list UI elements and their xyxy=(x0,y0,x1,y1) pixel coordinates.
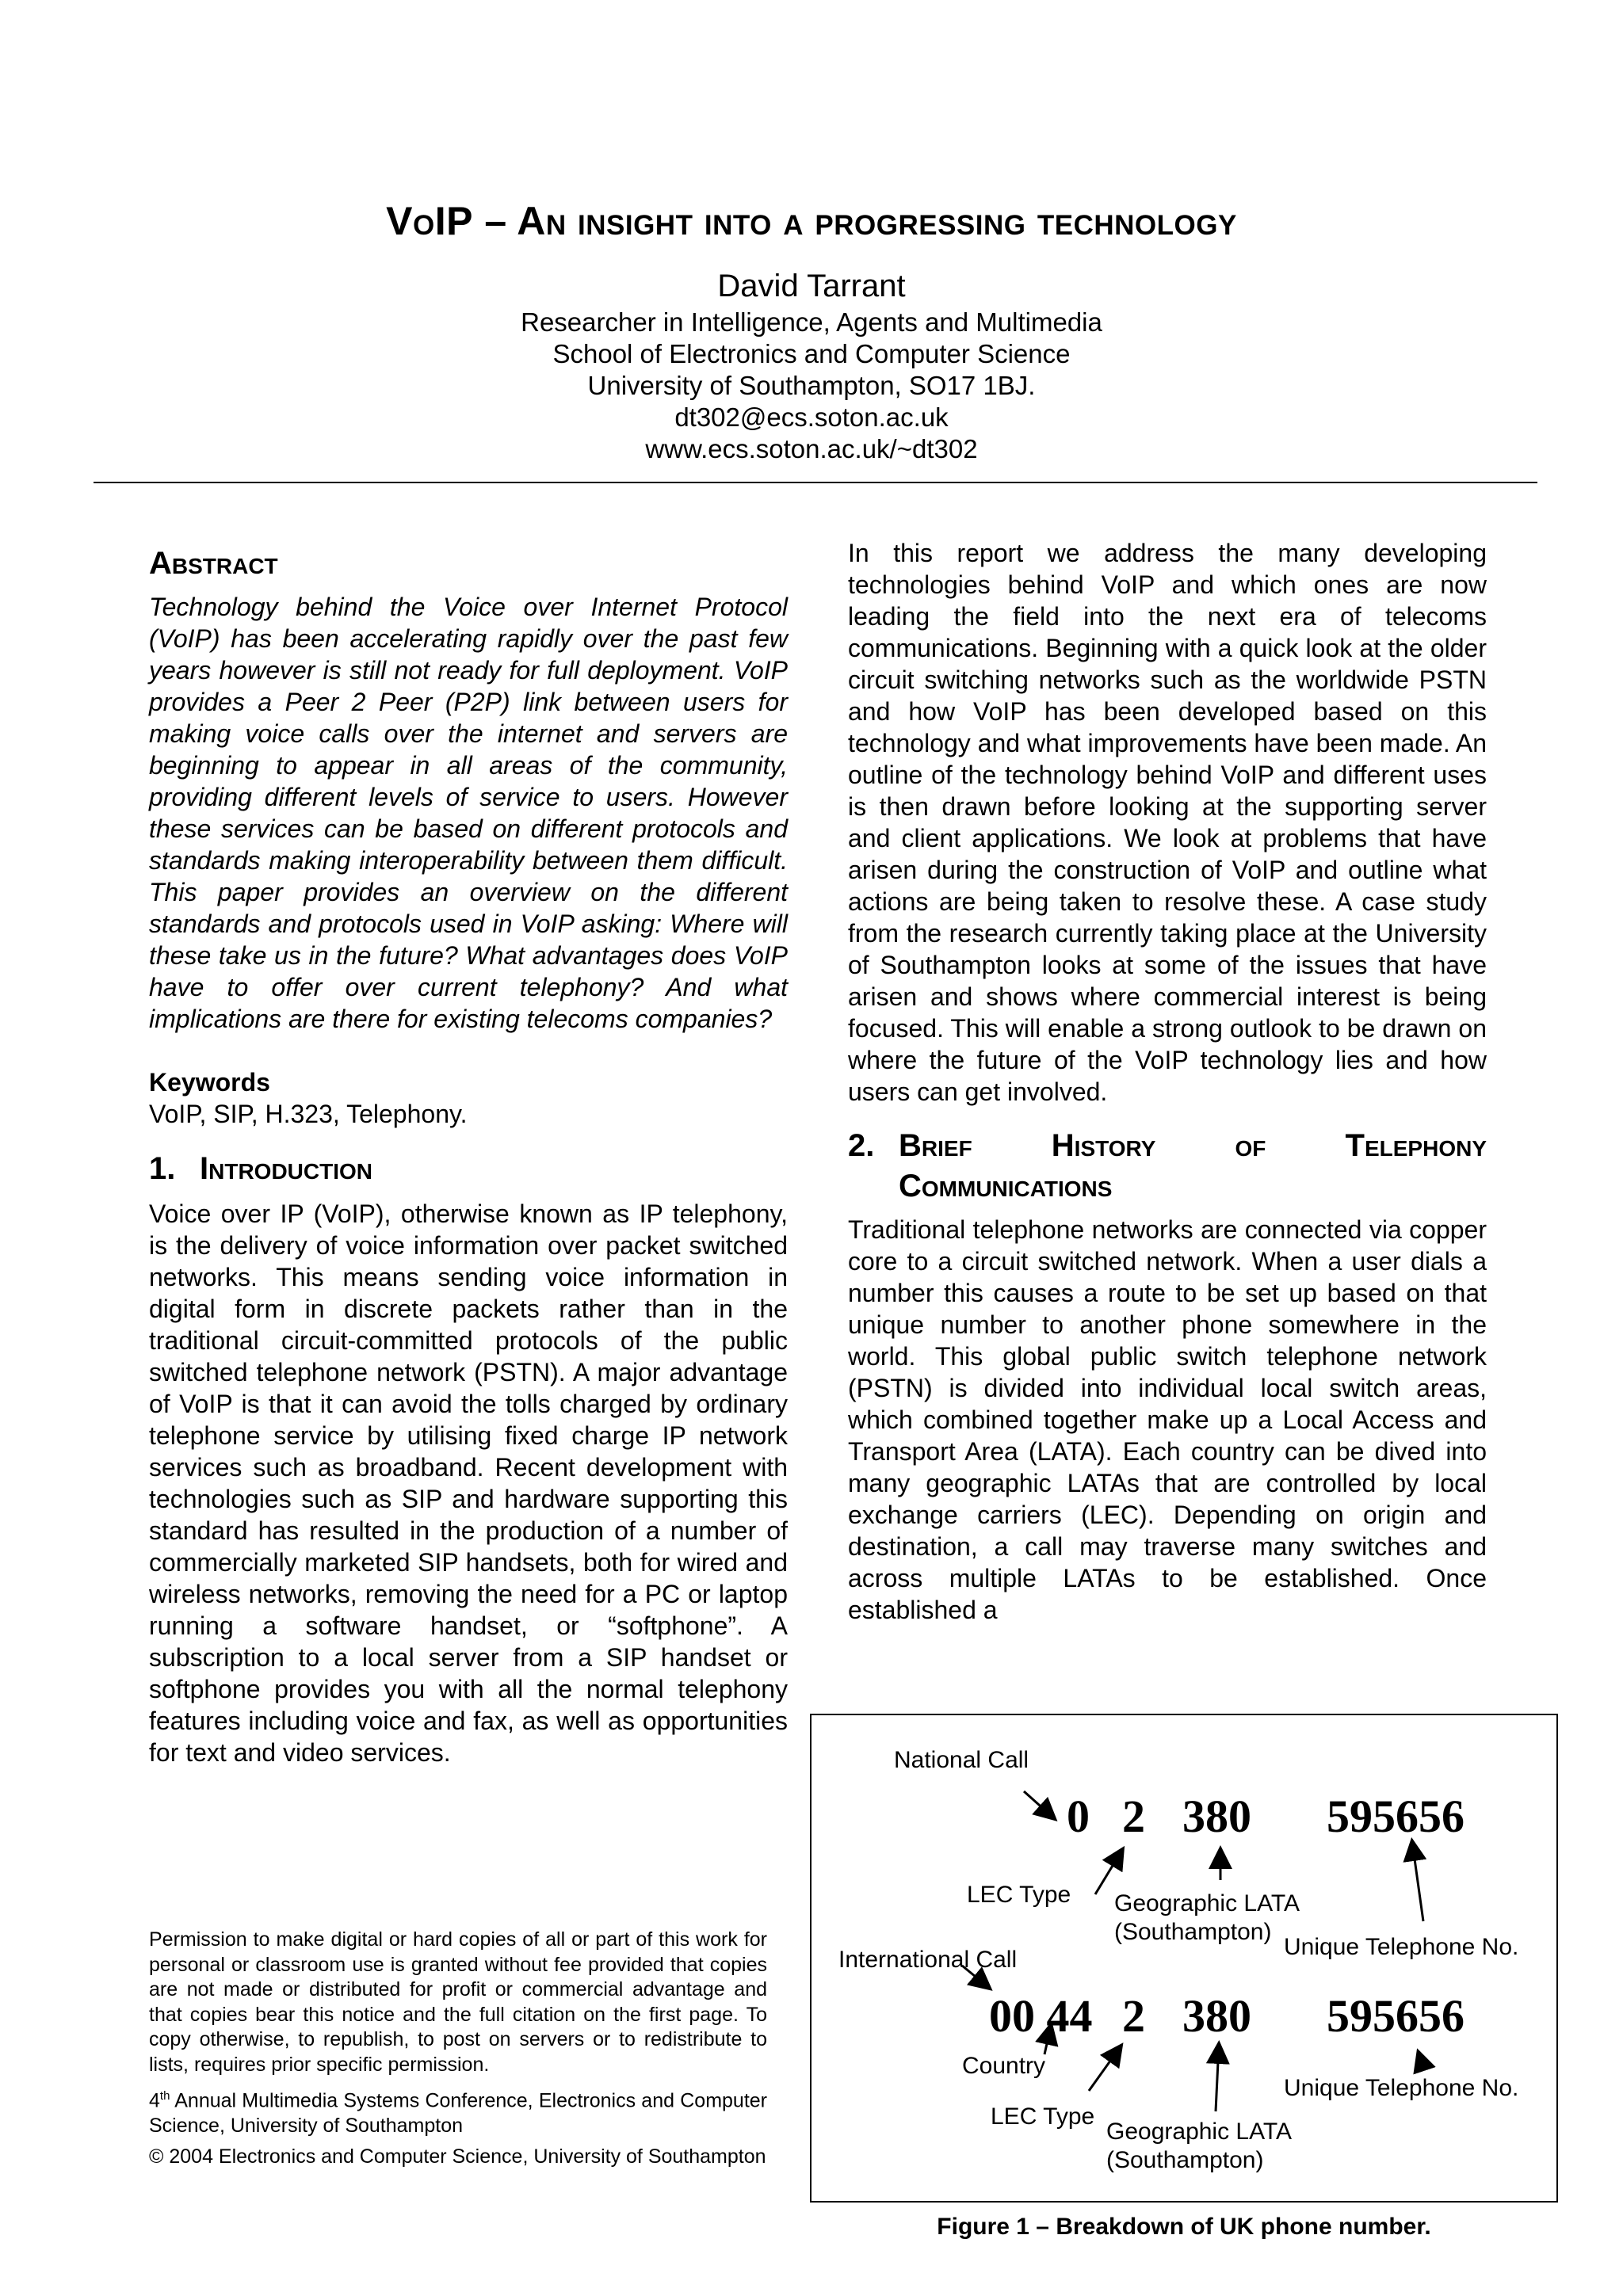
label-geo-lata-2 xyxy=(1106,2118,1292,2175)
header-divider xyxy=(94,482,1537,483)
section1-heading xyxy=(149,1147,788,1190)
abstract-heading: Abstract xyxy=(149,546,278,581)
affiliation-line-1: Researcher in Intelligence, Agents and Multimedia xyxy=(521,307,1102,337)
abstract-text: Technology behind the Voice over Internet Protocol (VoIP) has been accelerating rapidly over the past few years however is still not ready for full deployment. VoIP provides a Peer 2 Peer (P2P) link between users for making voice calls over the internet and servers are beginning to appear in all areas of the community, providing different levels of service to users. However these services can be based on different protocols and standards making interoperability between them difficult. This paper provides an overview on the different standards and protocols used in VoIP asking: Where will these take us in the future? What advantages does VoIP have to offer over current telephony? And what implications are there for existing telecoms companies? xyxy=(149,593,788,1033)
intl-digit-0: 00 44 xyxy=(989,1990,1093,2042)
label-geo-lata xyxy=(1114,1890,1300,1947)
section1-number: 1. xyxy=(149,1151,176,1186)
geo-lata-line2: (Southampton) xyxy=(1114,1919,1272,1945)
copyright-note: © 2004 Electronics and Computer Science, University of Southampton xyxy=(149,2145,766,2168)
figure-1 xyxy=(810,1714,1558,2203)
arrow-national-call xyxy=(1024,1791,1054,1818)
figure-1-caption: Figure 1 – Breakdown of UK phone number. xyxy=(937,2214,1431,2240)
section2-title-line1: Brief History of Telephony xyxy=(899,1128,1487,1163)
geo-lata-line1: Geographic LATA xyxy=(1114,1890,1300,1917)
label-lec-type: LEC Type xyxy=(967,1882,1071,1908)
arrow-lec-type xyxy=(1095,1850,1122,1894)
arrow-lec-type-2 xyxy=(1089,2046,1121,2091)
right-column xyxy=(848,537,1487,1626)
arrow-geo-lata-2 xyxy=(1216,2045,1219,2111)
paper-title xyxy=(0,198,1623,244)
keywords-text: VoIP, SIP, H.323, Telephony. xyxy=(149,1100,468,1128)
arrow-unique-no-2 xyxy=(1419,2053,1423,2067)
intl-digit-3: 595656 xyxy=(1327,1990,1465,2042)
section1-text: Voice over IP (VoIP), otherwise known as IP telephony, is the delivery of voice information over packet switched networks. This means sending voice information in digital form in discrete packets rather than in the traditional circuit-committed protocols of the public switched telephone network (PSTN). A major advantage of VoIP is that it can avoid the tolls charged by ordinary telephone service by utilising fixed charge IP network services such as broadband. Recent development with technologies such as SIP and hardware supporting this standard has resulted in the production of a number of commercially marketed SIP handsets, both for wired and wireless networks, removing the need for a PC or laptop running a software handset, or “softphone”. A subscription to a local server from a SIP handset or softphone provides you with all the normal telephony features including voice and fax, as well as opportunities for text and video services. xyxy=(149,1199,788,1767)
conf-num: 4 xyxy=(149,2089,160,2112)
label-unique-no-2: Unique Telephone No. xyxy=(1284,2075,1519,2101)
label-national-call: National Call xyxy=(894,1747,1029,1773)
title-dash: – xyxy=(472,199,517,243)
label-lec-type-2: LEC Type xyxy=(991,2103,1095,2130)
conference-note xyxy=(149,2084,767,2138)
national-digit-0: 0 xyxy=(1067,1791,1090,1842)
author-name: David Tarrant xyxy=(717,269,906,303)
conf-text: Annual Multimedia Systems Conference, Electronics and Computer Science, University of Southampton xyxy=(149,2089,767,2137)
affiliation-line-2: School of Electronics and Computer Science xyxy=(552,339,1071,368)
section1-title: Introduction xyxy=(200,1151,372,1186)
national-digit-3: 595656 xyxy=(1327,1791,1465,1842)
affiliation-line-3: University of Southampton, SO17 1BJ. xyxy=(587,371,1036,400)
geo-lata-2-line1: Geographic LATA xyxy=(1106,2119,1293,2145)
label-unique-no: Unique Telephone No. xyxy=(1284,1934,1519,1960)
keywords-heading: Keywords xyxy=(149,1068,270,1097)
national-digit-1: 2 xyxy=(1122,1791,1145,1842)
conf-sup: th xyxy=(159,2089,170,2103)
right-intro-text: In this report we address the many developing technologies behind VoIP and which ones are now leading the field into the next era of telecoms communications. Beginning with a quick look at the older circuit switching networks such as the worldwide PSTN and how VoIP has been developed based on this technology and what improvements have been made. An outline of the technology behind VoIP and different uses is then drawn before looking at the supporting server and client applications. We look at problems that have arisen during the construction of VoIP and outline what actions are being taken to resolve these. A case study from the research currently taking place at the University of Southampton looks at some of the issues that have arisen and shows where commercial interest is being focused. This will enable a strong outlook to be drawn on where the future of the VoIP technology lies and how users can get involved. xyxy=(848,539,1487,1106)
national-digit-2: 380 xyxy=(1182,1791,1251,1842)
intl-digit-1: 2 xyxy=(1122,1990,1145,2042)
author-website: www.ecs.soton.ac.uk/~dt302 xyxy=(645,434,978,463)
permission-block xyxy=(149,1928,767,2176)
title-a: A xyxy=(517,199,546,243)
label-international-call: International Call xyxy=(838,1947,1018,1973)
geo-lata-2-line2: (Southampton) xyxy=(1106,2147,1264,2173)
title-v: V xyxy=(386,199,414,243)
author-email: dt302@ecs.soton.ac.uk xyxy=(674,402,949,432)
arrow-unique-no xyxy=(1412,1842,1423,1921)
section2-text: Traditional telephone networks are connected via copper core to a circuit switched network. When a user dials a number this causes a route to be set up based on that unique number to another phone somewhere in the world. This global public switch telephone network (PSTN) is divided into individual local switch areas, which combined together make up a Local Access and Transport Area (LATA). Each country can be dived into many geographic LATAs that are controlled by local exchange carriers (LEC). Depending on origin and destination, a call may traverse many switches and across multiple LATAs to be established. Once established a xyxy=(848,1215,1487,1624)
permission-notice: Permission to make digital or hard copies of all or part of this work for personal or classroom use is granted without fee provided that copies are not made or distributed for profit or commercial advantage and that copies bear this notice and the full citation on the first page. To copy otherwise, to republish, to post on servers or to redistribute to lists, requires prior specific permission. xyxy=(149,1928,767,2076)
title-oip: oIP xyxy=(413,199,473,243)
section2-title-line2: Communications xyxy=(899,1169,1113,1203)
label-country: Country xyxy=(962,2053,1046,2079)
intl-digit-2: 380 xyxy=(1182,1990,1251,2042)
left-column xyxy=(149,537,788,1768)
section2-number: 2. xyxy=(848,1128,875,1163)
title-rest: n insight into a progressing technology xyxy=(545,199,1237,243)
section2-heading xyxy=(848,1123,1487,1168)
author-block xyxy=(0,265,1623,465)
